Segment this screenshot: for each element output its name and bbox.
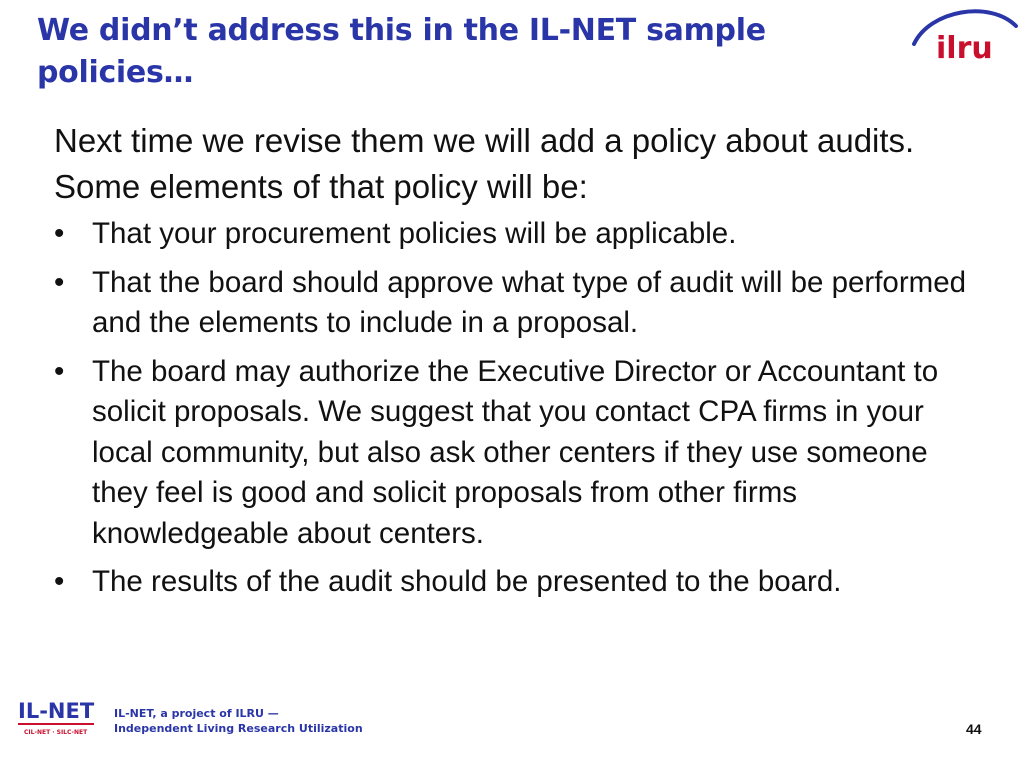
ilru-logo bbox=[910, 4, 1020, 66]
slide-title: We didn’t address this in the IL-NET sample policies… bbox=[37, 13, 766, 90]
bullet-text: The results of the audit should be presented to the board. bbox=[92, 565, 842, 598]
bullet-text: The board may authorize the Executive Director or Accountant to solicit proposals. We suggest that you contact CPA firms in your local community, but also ask other centers if they use someone they feel is good and solicit proposals from other firms knowledgeable about centers. bbox=[92, 354, 939, 550]
bullet-item bbox=[54, 263, 984, 344]
intro-paragraph: Next time we revise them we will add a policy about audits. Some elements of that policy will be: bbox=[54, 122, 915, 205]
footer-line-2: Independent Living Research Utilization bbox=[114, 722, 363, 735]
footer-caption bbox=[114, 706, 363, 736]
ilru-logo-text: ilru bbox=[936, 31, 993, 66]
bullet-list bbox=[54, 214, 984, 603]
bullet-item bbox=[54, 214, 984, 255]
footer-line-1: IL-NET, a project of ILRU — bbox=[114, 707, 279, 720]
bullet-glyph: • bbox=[54, 265, 65, 299]
il-net-logo-subtext: CIL-NET · SILC-NET bbox=[24, 729, 88, 736]
il-net-logo-text: IL-NET bbox=[18, 699, 95, 723]
bullet-item bbox=[54, 562, 984, 603]
bullet-item bbox=[54, 352, 984, 555]
bullet-glyph: • bbox=[54, 354, 65, 388]
bullet-glyph: • bbox=[54, 565, 65, 598]
slide-body bbox=[54, 118, 984, 611]
il-net-logo-bar bbox=[18, 723, 94, 725]
bullet-text: That the board should approve what type of audit will be performed and the elements to include in a proposal. bbox=[92, 265, 967, 339]
il-net-logo bbox=[18, 694, 98, 738]
page-number: 44 bbox=[966, 721, 982, 737]
bullet-glyph: • bbox=[54, 217, 65, 250]
bullet-text: That your procurement policies will be applicable. bbox=[92, 217, 737, 250]
